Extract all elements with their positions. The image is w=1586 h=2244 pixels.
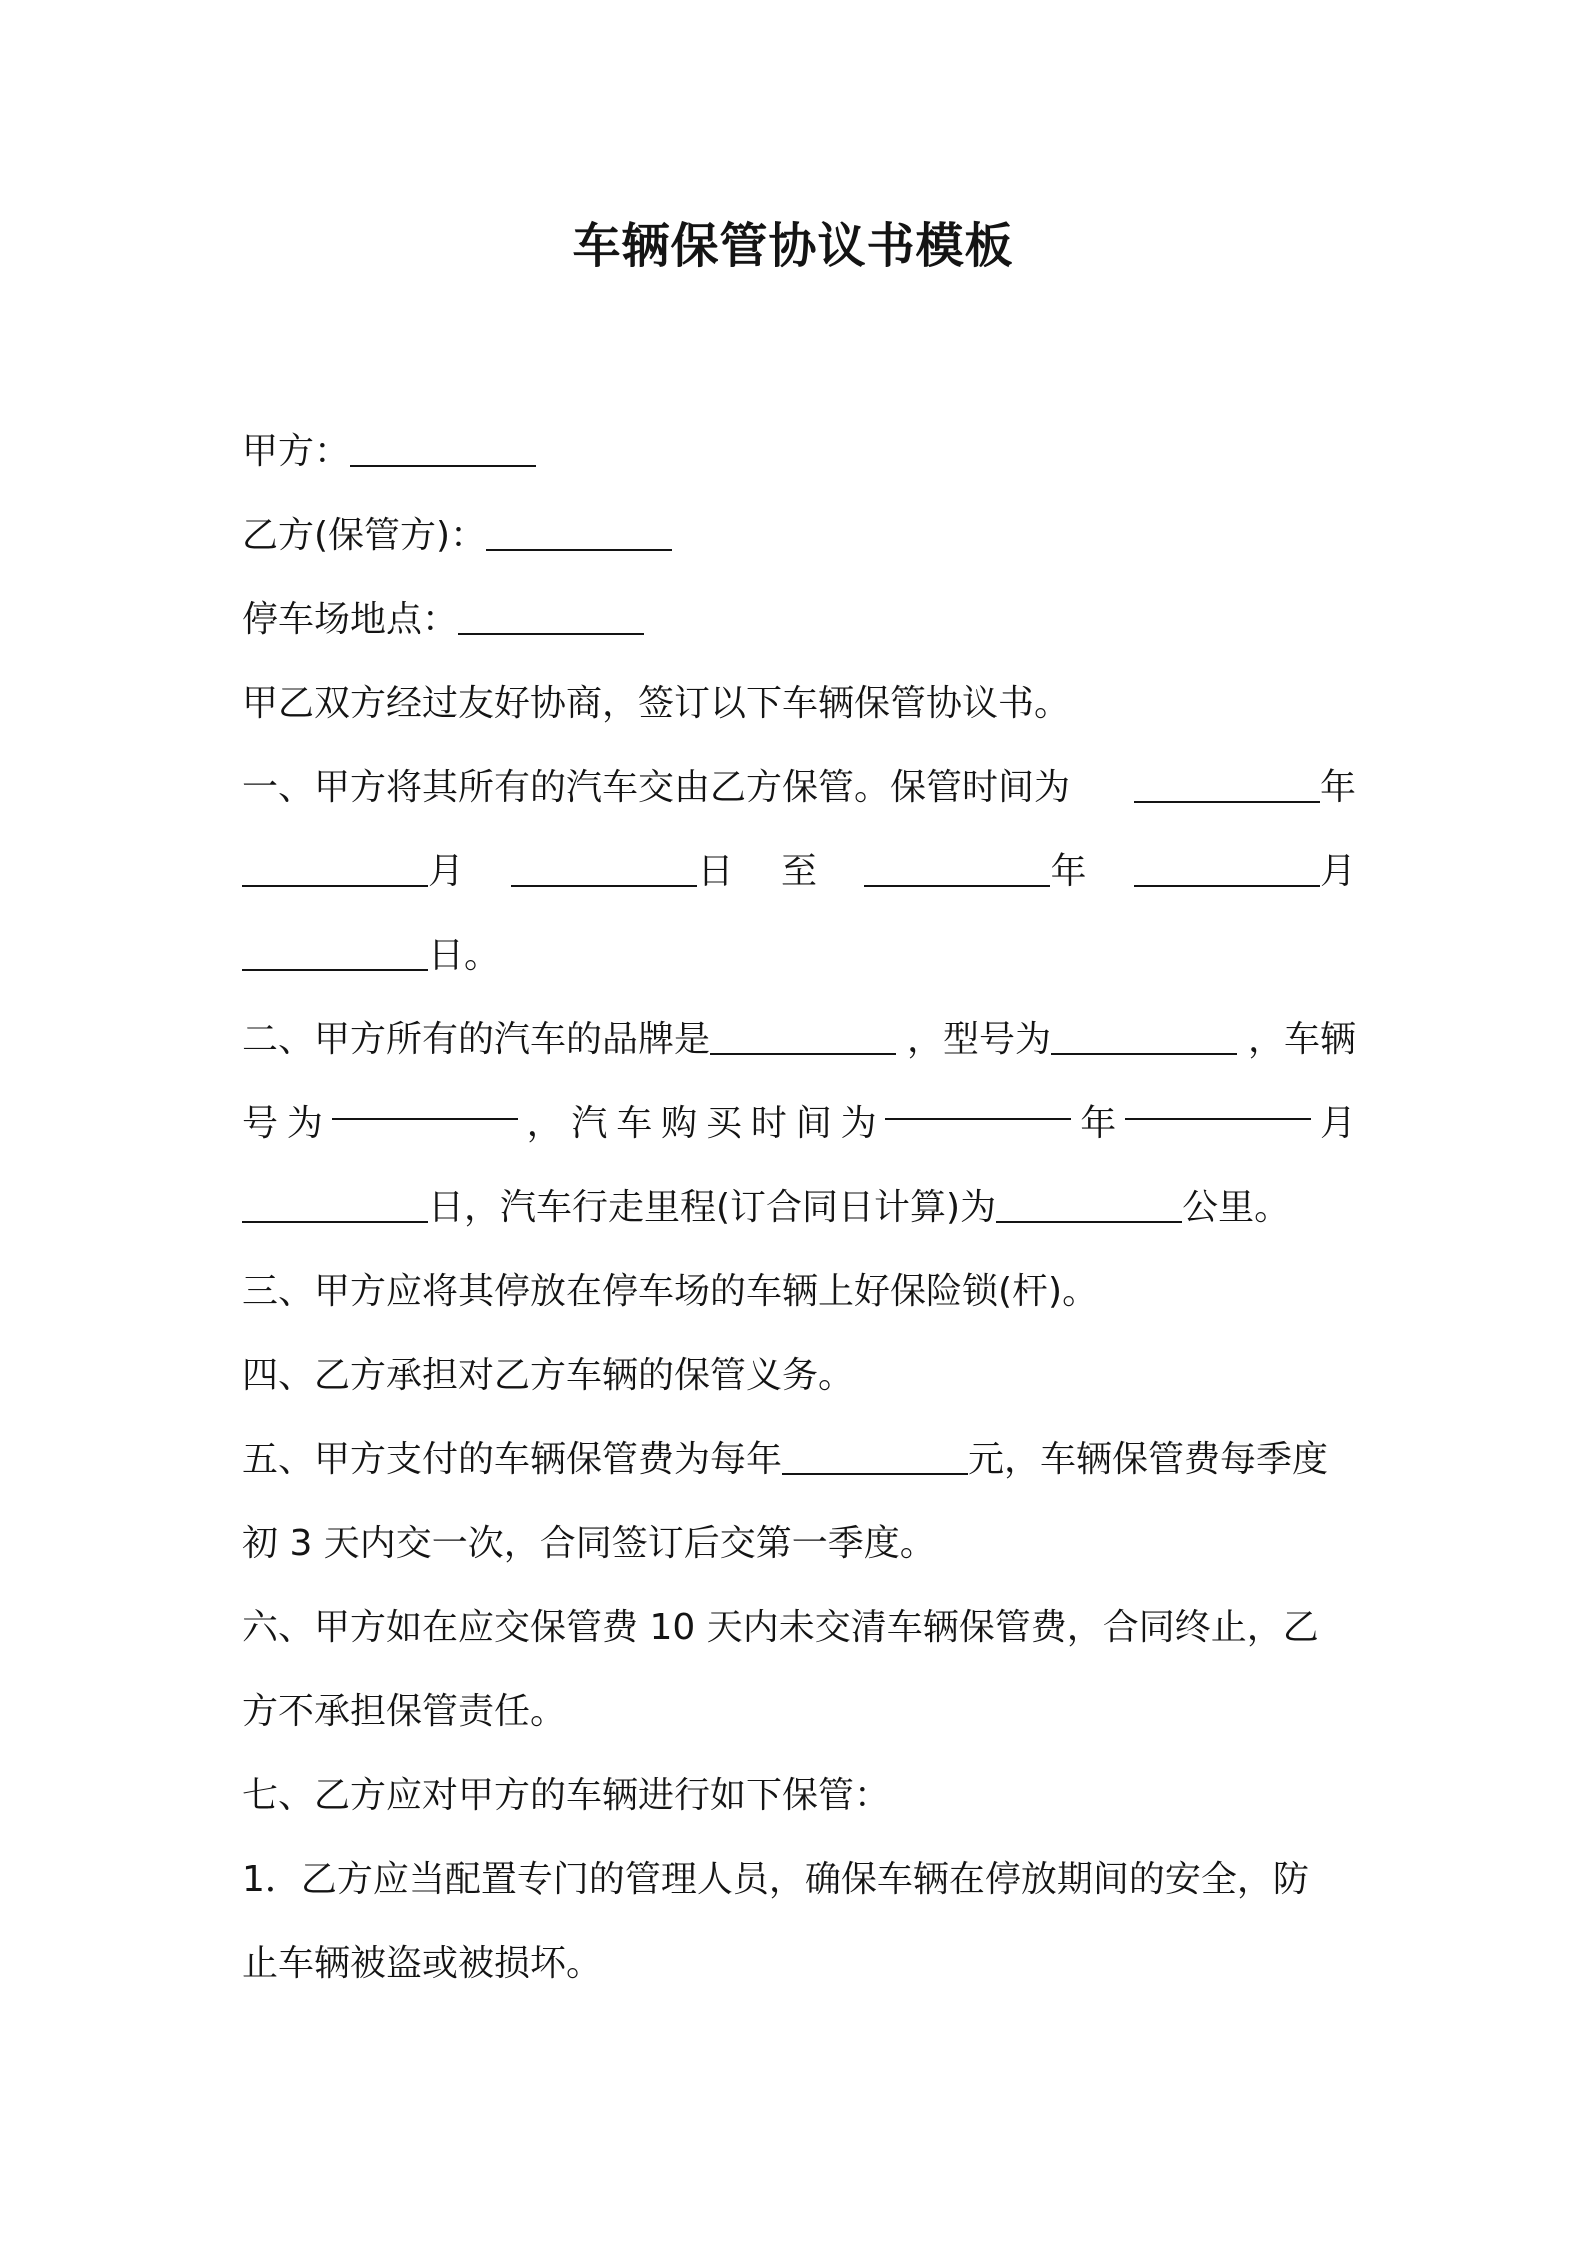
clause-5-suffix: 元，车辆保管费每季度 xyxy=(968,1439,1329,1480)
fill-blank xyxy=(242,1185,428,1223)
clause-6-line-2: 方不承担保管责任。 xyxy=(242,1691,567,1732)
item-1-line-2: 止车辆被盗或被损坏。 xyxy=(242,1943,603,1984)
party-a-label: 甲方： xyxy=(242,431,351,472)
fill-blank xyxy=(511,849,697,887)
day-label: 日 xyxy=(697,851,734,892)
clause-6-line-1: 六、甲方如在应交保管费 10 天内未交清车辆保管费，合同终止，乙 xyxy=(242,1607,1319,1648)
fill-blank xyxy=(1125,1082,1311,1120)
char: 汽 xyxy=(571,1103,608,1144)
start-month-group xyxy=(242,830,464,914)
model-label: ，型号为 xyxy=(906,1019,1051,1060)
char: 购 xyxy=(661,1103,698,1144)
fill-blank xyxy=(1051,1017,1237,1055)
fill-blank xyxy=(350,429,536,467)
to-label: 至 xyxy=(780,851,817,892)
clause-2-line-2 xyxy=(242,1082,1356,1166)
start-day-group xyxy=(511,830,733,914)
intro-paragraph: 甲乙双方经过友好协商，签订以下车辆保管协议书。 xyxy=(242,683,1071,724)
clause-7: 七、乙方应对甲方的车辆进行如下保管： xyxy=(242,1775,891,1816)
clause-1-line-2 xyxy=(242,830,1356,914)
document-title: 车辆保管协议书模板 xyxy=(572,218,1014,274)
document-body xyxy=(242,410,1356,2006)
fill-blank xyxy=(242,933,428,971)
year-label: 年 xyxy=(1319,767,1356,808)
clause-1-year-group xyxy=(1134,746,1356,830)
fill-blank xyxy=(486,513,672,551)
fill-blank xyxy=(1134,849,1320,887)
year-label: 年 xyxy=(1080,1103,1117,1144)
clause-5-line-2: 初 3 天内交一次，合同签订后交第一季度。 xyxy=(242,1523,936,1564)
clause-4: 四、乙方承担对乙方车辆的保管义务。 xyxy=(242,1355,855,1396)
fill-blank xyxy=(864,849,1050,887)
char: ， xyxy=(526,1103,563,1144)
fill-blank xyxy=(885,1082,1071,1120)
clause-5-line-1 xyxy=(242,1418,1356,1502)
clause-2-line-1 xyxy=(242,998,1356,1082)
end-year-group xyxy=(864,830,1086,914)
month-label: 月 xyxy=(428,851,465,892)
clause-2-model-group xyxy=(907,998,1237,1082)
fill-blank xyxy=(332,1082,518,1120)
char: 号 xyxy=(242,1103,279,1144)
party-b-line xyxy=(242,494,1356,578)
clause-2-text: 二、甲方所有的汽车的品牌是 xyxy=(242,1019,711,1060)
clause-5-text: 五、甲方支付的车辆保管费为每年 xyxy=(242,1439,783,1480)
km-label: 公里。 xyxy=(1182,1187,1291,1228)
char: 买 xyxy=(706,1103,743,1144)
clause-1-line-3 xyxy=(242,914,1356,998)
mileage-label: 日，汽车行走里程(订合同日计算)为 xyxy=(428,1187,997,1228)
char: 为 xyxy=(286,1103,323,1144)
fill-blank xyxy=(1134,765,1320,803)
char: 时 xyxy=(750,1103,787,1144)
fill-blank xyxy=(710,1017,896,1055)
end-month-group xyxy=(1134,830,1356,914)
fill-blank xyxy=(996,1185,1182,1223)
fill-blank xyxy=(242,849,428,887)
clause-3: 三、甲方应将其停放在停车场的车辆上好保险锁(杆)。 xyxy=(242,1271,1099,1312)
char: 为 xyxy=(840,1103,877,1144)
fill-blank xyxy=(782,1437,968,1475)
party-a-line xyxy=(242,410,1356,494)
end-day-label: 日。 xyxy=(428,935,501,976)
item-1-line-1: 1．乙方应当配置专门的管理人员，确保车辆在停放期间的安全，防 xyxy=(242,1859,1309,1900)
clause-1-text: 一、甲方将其所有的汽车交由乙方保管。保管时间为 xyxy=(242,767,1071,808)
parking-location-label: 停车场地点： xyxy=(242,599,459,640)
parking-location-line xyxy=(242,578,1356,662)
clause-1-line-1 xyxy=(242,746,1356,830)
clause-2-brand-group xyxy=(242,998,896,1082)
char: 车 xyxy=(616,1103,653,1144)
char: 间 xyxy=(795,1103,832,1144)
clause-2-line-3 xyxy=(242,1166,1356,1250)
fill-blank xyxy=(458,597,644,635)
vehicle-label: ，车辆 xyxy=(1247,1019,1356,1060)
year-label: 年 xyxy=(1050,851,1087,892)
month-label: 月 xyxy=(1319,1103,1356,1144)
month-label: 月 xyxy=(1319,851,1356,892)
party-b-label: 乙方(保管方)： xyxy=(242,515,487,556)
